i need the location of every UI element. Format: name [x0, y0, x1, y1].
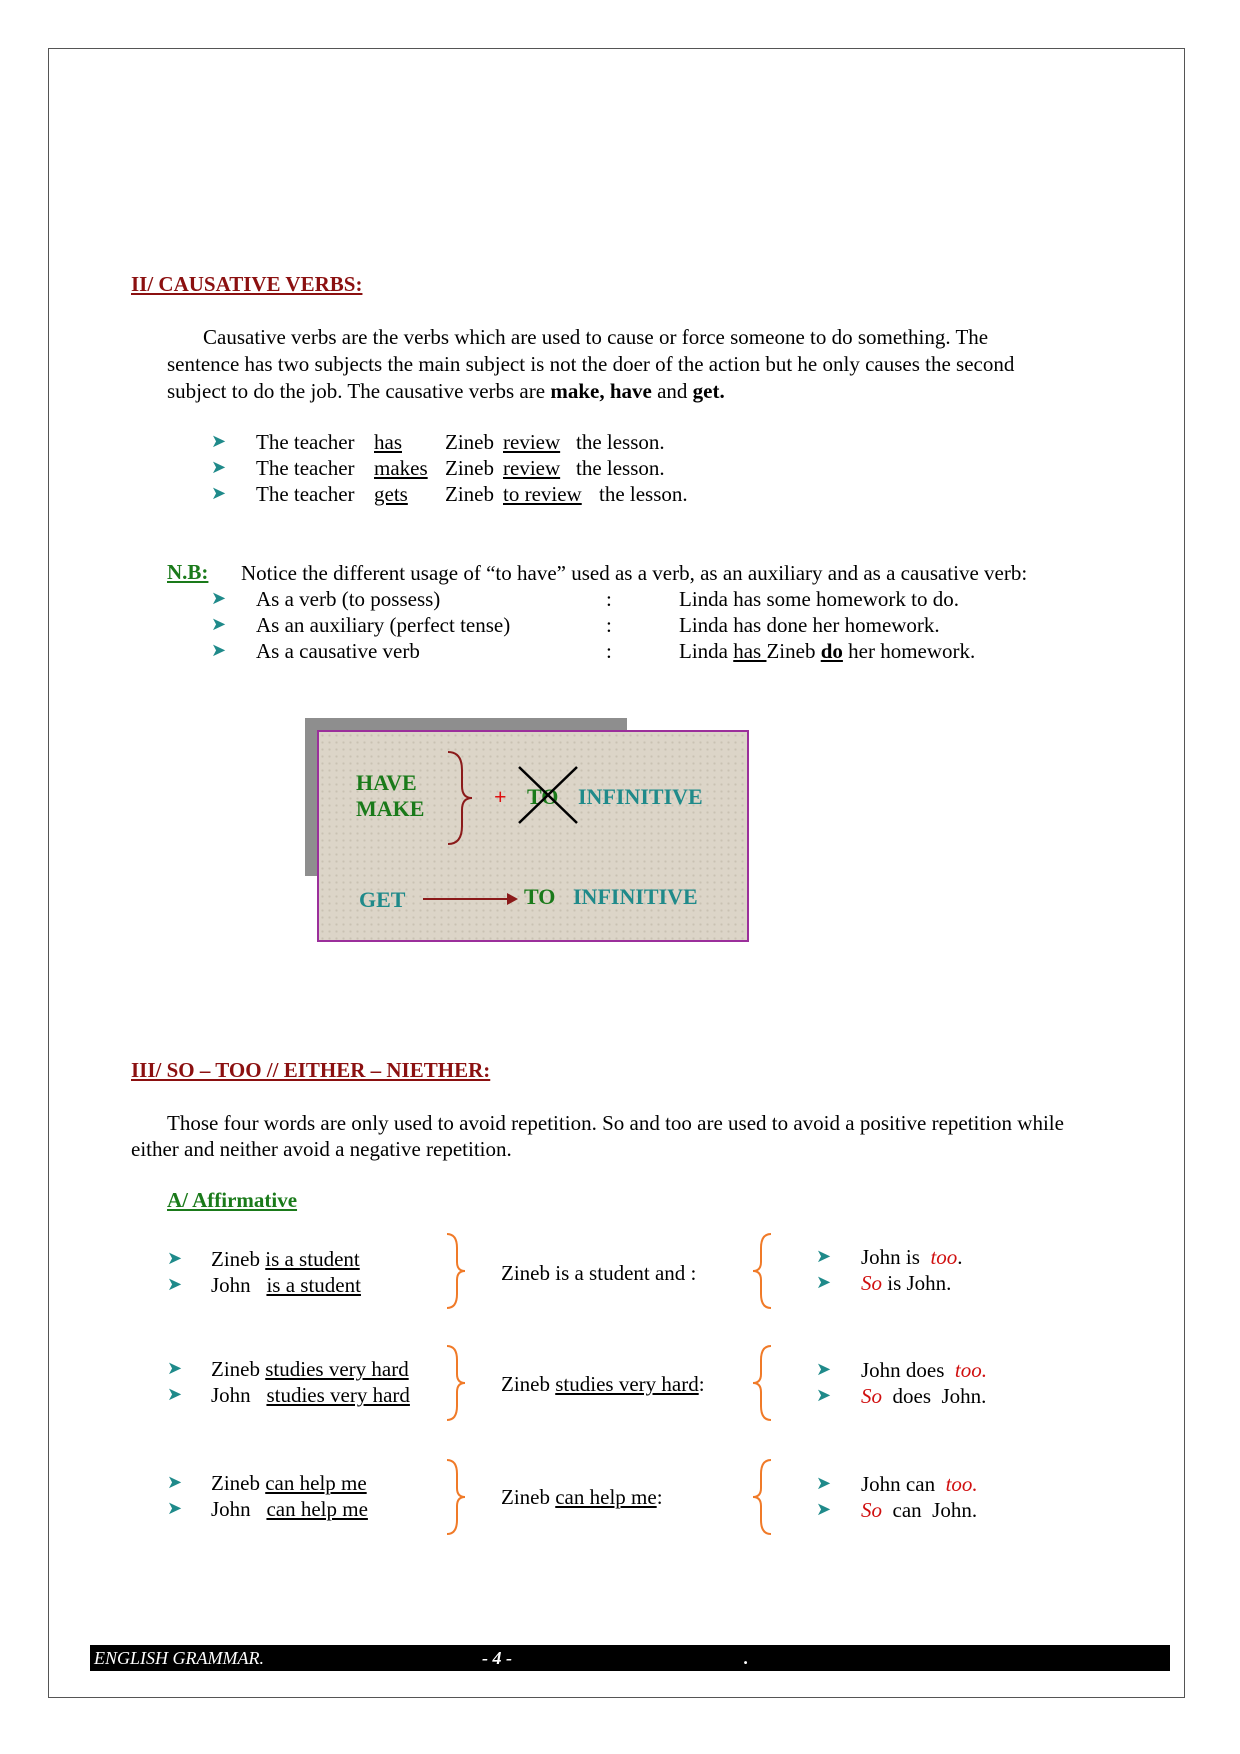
right-brace-icon — [446, 750, 474, 846]
rule-to-crossed: TO — [527, 784, 559, 809]
arrow-bullet-icon: ➤ — [211, 614, 227, 634]
arrow-bullet-icon: ➤ — [816, 1499, 832, 1519]
footer-dot: . — [744, 1648, 749, 1668]
rule-have: HAVE — [356, 770, 417, 795]
paragraph-line: subject to do the job. The causative verbs are make, have and get. — [167, 379, 725, 403]
left-brace-icon — [751, 1344, 773, 1422]
arrow-bullet-icon: ➤ — [816, 1246, 832, 1266]
arrow-bullet-icon: ➤ — [211, 431, 227, 451]
section-heading-so-too: III/ SO – TOO // EITHER – NIETHER: — [131, 1058, 491, 1082]
rule-infinitive: INFINITIVE — [573, 884, 698, 909]
footer-title: ENGLISH GRAMMAR. — [94, 1648, 264, 1668]
right-brace-icon — [445, 1458, 467, 1536]
rule-infinitive: INFINITIVE — [578, 784, 703, 809]
arrow-bullet-icon: ➤ — [167, 1248, 183, 1268]
rule-make: MAKE — [356, 796, 425, 821]
arrow-bullet-icon: ➤ — [167, 1274, 183, 1294]
arrow-bullet-icon: ➤ — [816, 1473, 832, 1493]
page-footer — [90, 1645, 1170, 1671]
paragraph-line: Causative verbs are the verbs which are used to cause or force someone to do something. The — [203, 325, 989, 349]
right-brace-icon — [445, 1344, 467, 1422]
rule-box — [317, 730, 749, 942]
nb-text: Notice the different usage of “to have” used as a verb, as an auxiliary and as a causative verb: — [241, 561, 1028, 585]
arrow-bullet-icon: ➤ — [167, 1498, 183, 1518]
arrow-bullet-icon: ➤ — [167, 1358, 183, 1378]
paragraph-line: either and neither avoid a negative repetition. — [131, 1137, 512, 1161]
arrow-bullet-icon: ➤ — [816, 1272, 832, 1292]
arrow-bullet-icon: ➤ — [816, 1385, 832, 1405]
arrow-bullet-icon: ➤ — [211, 588, 227, 608]
arrow-bullet-icon: ➤ — [211, 483, 227, 503]
rule-get: GET — [359, 887, 406, 912]
paragraph-line: Those four words are only used to avoid repetition. So and too are used to avoid a positive repetition while — [167, 1111, 1064, 1135]
arrow-bullet-icon: ➤ — [816, 1359, 832, 1379]
left-brace-icon — [751, 1232, 773, 1310]
arrow-right-icon — [423, 892, 519, 906]
section-heading-causative: II/ CAUSATIVE VERBS: — [131, 272, 363, 296]
nb-label: N.B: — [167, 560, 209, 584]
sub-heading-affirmative: A/ Affirmative — [167, 1188, 298, 1212]
paragraph-line: sentence has two subjects the main subject is not the doer of the action but he only causes the second — [167, 352, 1015, 376]
arrow-bullet-icon: ➤ — [211, 457, 227, 477]
arrow-bullet-icon: ➤ — [211, 640, 227, 660]
page-number: - 4 - — [482, 1648, 512, 1668]
rule-plus: + — [494, 784, 507, 809]
cross-out-icon — [516, 764, 580, 826]
rule-to: TO — [524, 884, 556, 909]
right-brace-icon — [445, 1232, 467, 1310]
arrow-bullet-icon: ➤ — [167, 1384, 183, 1404]
arrow-bullet-icon: ➤ — [167, 1472, 183, 1492]
left-brace-icon — [751, 1458, 773, 1536]
